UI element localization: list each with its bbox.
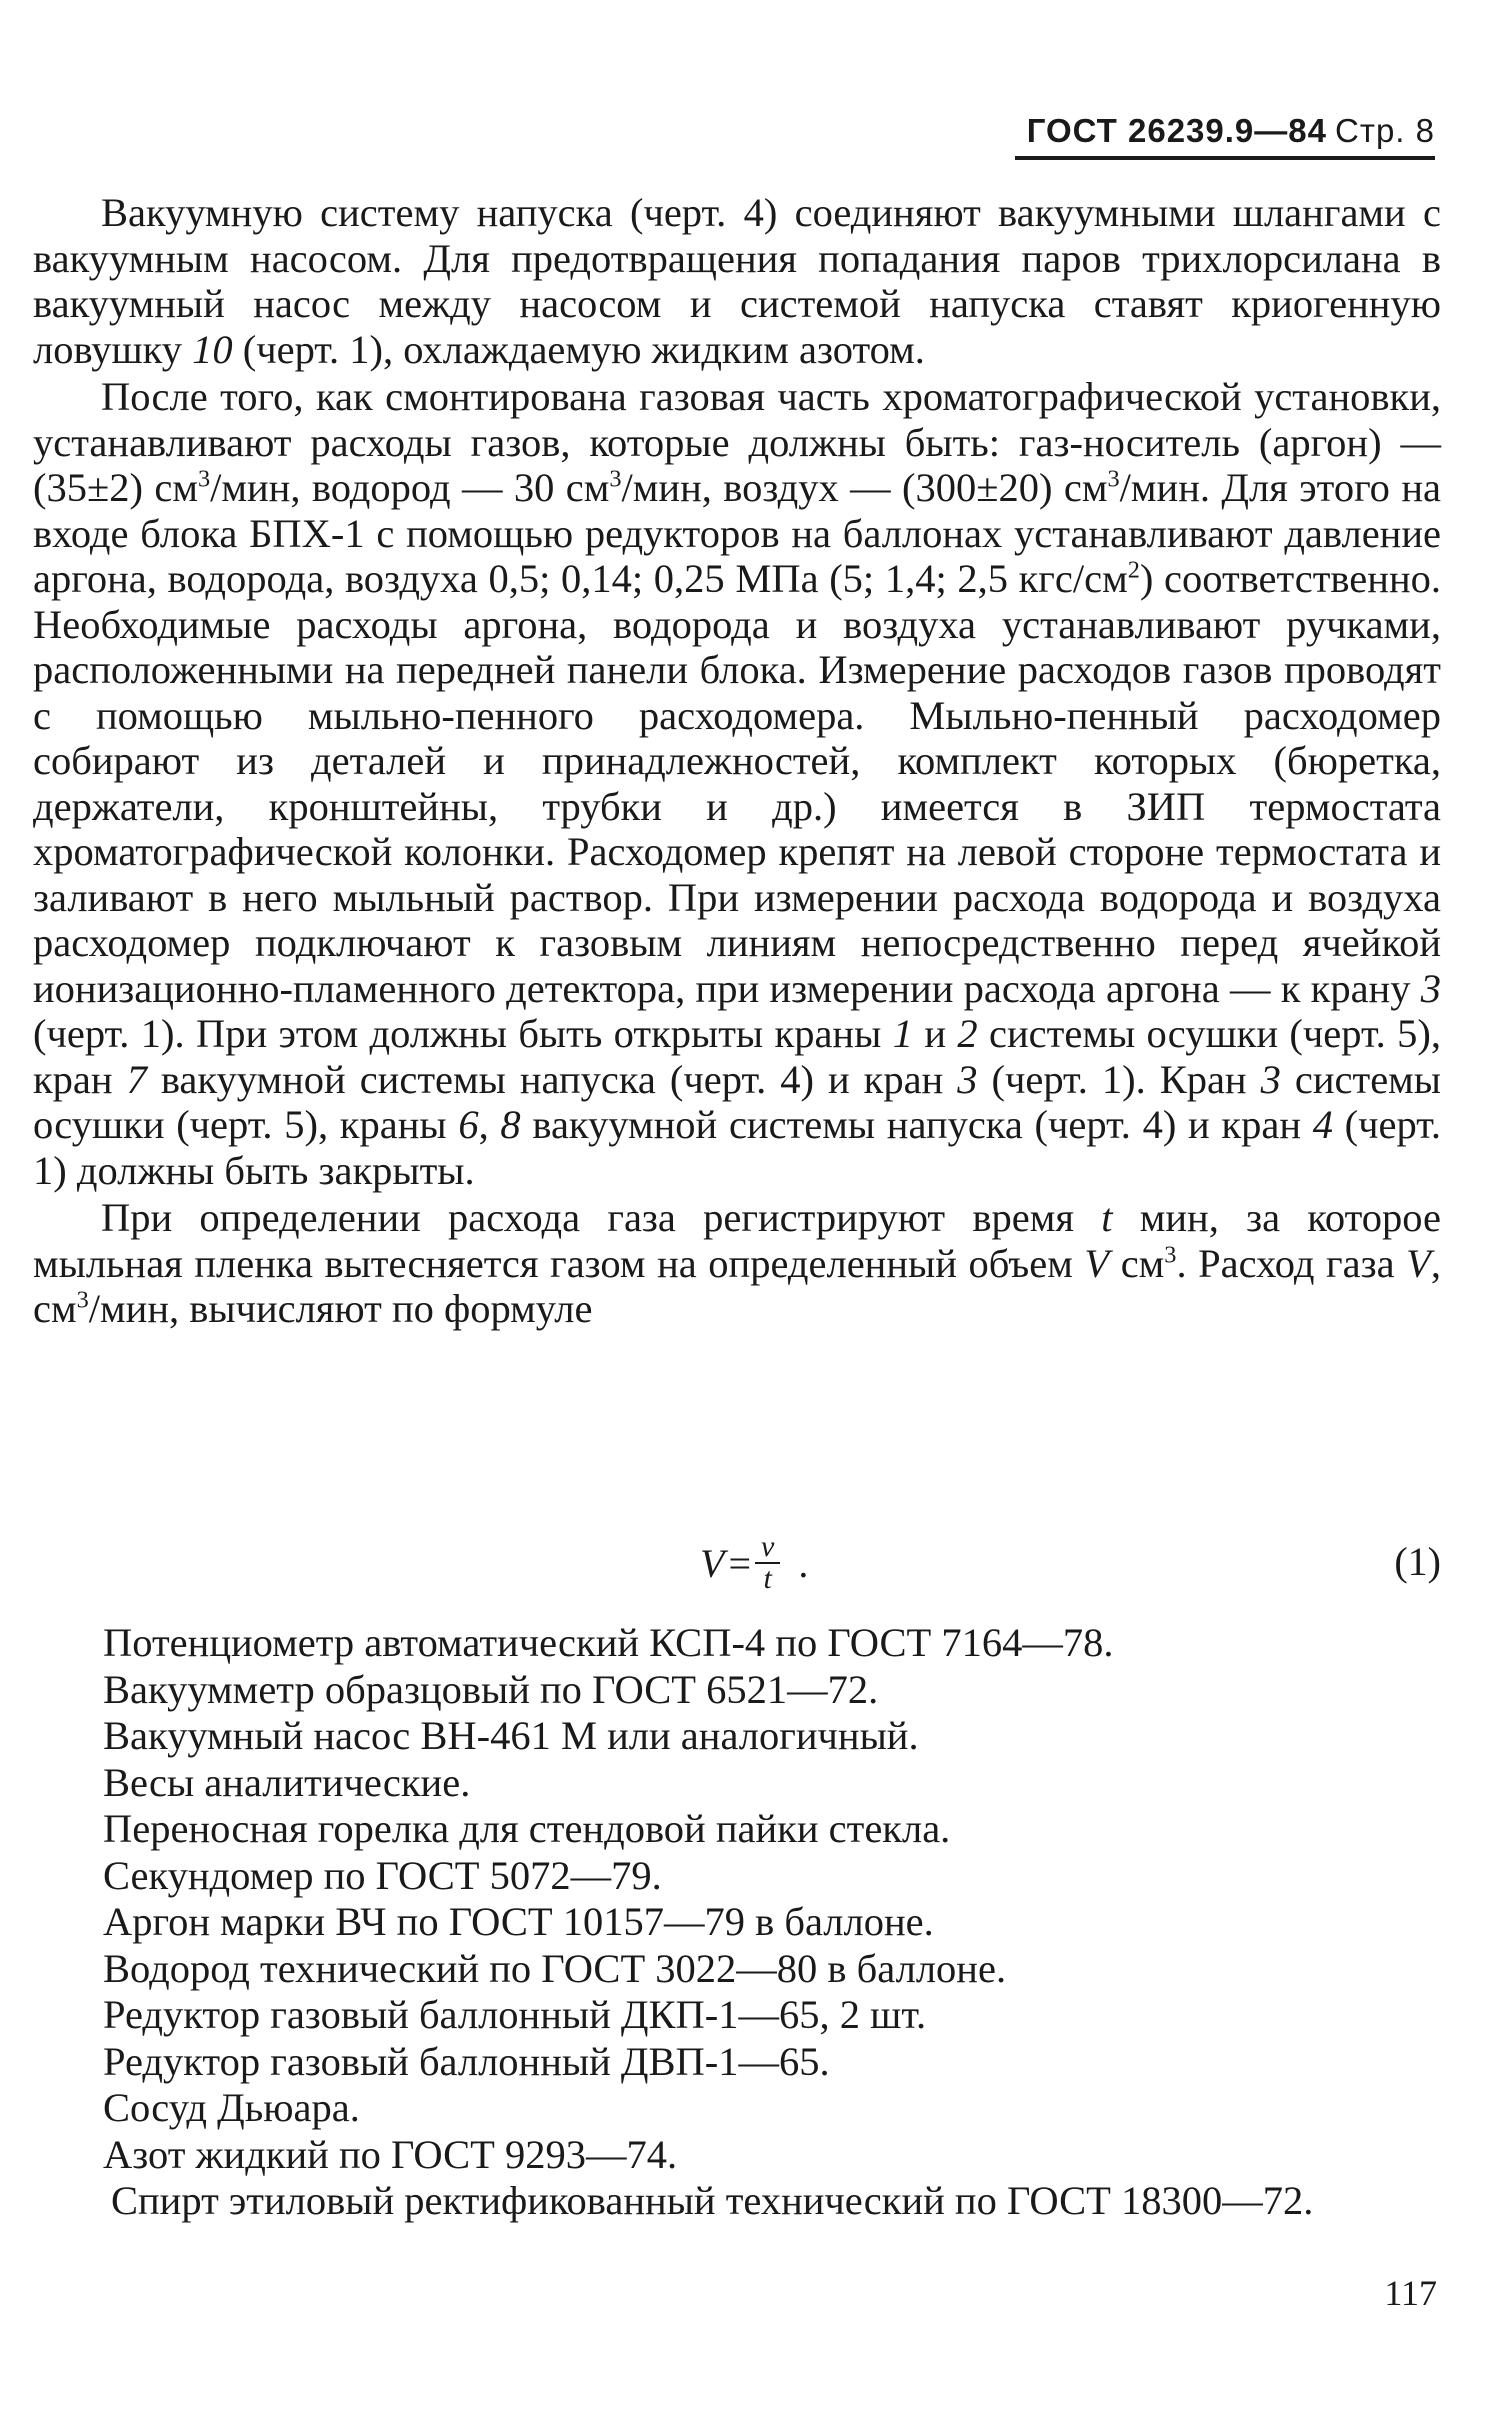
material-item: Потенциометр автоматический КСП-4 по ГОСТ 7164—78. [103, 1620, 1114, 1665]
header-rule [1015, 156, 1435, 160]
material-item: Сосуд Дьюара. [103, 2085, 360, 2130]
formula-denominator: t [763, 1562, 772, 1595]
material-item: Редуктор газовый баллонный ДВП-1—65. [103, 2038, 830, 2084]
paragraph-gas-flows: После того, как смонтирована газовая часть хроматографической установки, устанавливают расходы газов, которые должны быть: газ-носитель (аргон) — (35±2) $см^3$/мин, водород — 30 $см^3$/мин, воздух — (300±20) $см^3$/мин. Для этого на входе блока БПХ-1 с помощью редукторов на баллонах устанавливают давление аргона, водорода, воздуха 0,5; 0,14; 0,25 МПа (5; 1,4; 2,5 кгс/$см^2$) соответственно. Необходимые расходы аргона, водорода и воздуха устанавливают ручками, расположенными на передней панели блока. Измерение расходов газов проводят с помощью мыльно-пенного расходомера. Мыльно-пенный расходомер собирают из деталей и принадлежностей, комплект которых (бюретка, держатели, кронштейны, трубки и др.) имеется в ЗИП термостата хроматографической колонки. Расходомер крепят на левой стороне термостата и заливают в него мыльный раствор. При измерении расхода водорода и воздуха расходомер подключают к газовым линиям непосредственно перед ячейкой ионизационно-пламенного детектора, при измерении расхода аргона — к крану 3 (черт. 1). При этом должны быть открыты краны 1 и 2 системы осушки (черт. 5), кран 7 вакуумной системы напуска (черт. 4) и кран 3 (черт. 1). Кран 3 системы осушки (черт. 5), краны 6, 8 вакуумной системы напуска (черт. 4) и кран 4 (черт. 1) должны быть закрыты. [33, 374, 1442, 1193]
formula-number: (1) [1394, 1539, 1441, 1584]
material-item: Вакуумный насос ВН-461 М или аналогичный. [103, 1713, 919, 1758]
material-item: Весы аналитические. [103, 1759, 471, 1805]
formula-equals: = [728, 1540, 751, 1586]
material-item: Водород технический по ГОСТ 3022—80 в баллоне. [103, 1945, 1007, 1991]
formula-lhs: V [700, 1540, 725, 1586]
standard-number: ГОСТ 26239.9—84 [1026, 112, 1327, 149]
material-item: Вакуумметр образцовый по ГОСТ 6521—72. [103, 1666, 879, 1712]
formula-fraction [755, 1532, 780, 1594]
material-item: Спирт этиловый ректификованный технический по ГОСТ 18300—72. [111, 2178, 1314, 2223]
page-number: 117 [1384, 2273, 1437, 2313]
materials-list [33, 1620, 1441, 2225]
material-item: Аргон марки ВЧ по ГОСТ 10157—79 в баллоне. [103, 1899, 934, 1944]
paragraph-flow-formula: При определении расхода газа регистрируют время t мин, за которое мыльная пленка вытесняется газом на определенный объем V $см^3$. Расход газа V, $см^3$/мин, вычисляют по формуле [33, 1195, 1441, 1331]
page-label: Стр. 8 [1335, 112, 1435, 149]
formula-numerator: v [755, 1532, 780, 1564]
material-item: Редуктор газовый баллонный ДКП-1—65, 2 шт. [103, 1992, 927, 2037]
formula [700, 1532, 808, 1594]
page-header [1027, 112, 1435, 150]
material-item: Азот жидкий по ГОСТ 9293—74. [103, 2131, 678, 2177]
paragraph-vacuum-system: Вакуумную систему напуска (черт. 4) соединяют вакуумными шлангами с вакуумным насосом. Для предотвращения попадания паров трихлорсилана в вакуумный насос между насосом и системой напуска ставят криогенную ловушку 10 (черт. 1), охлаждаемую жидким азотом. [33, 190, 1441, 372]
material-item: Секундомер по ГОСТ 5072—79. [103, 1852, 662, 1898]
body-text [33, 190, 1441, 1332]
material-item: Переносная горелка для стендовой пайки стекла. [103, 1806, 951, 1851]
formula-period: . [798, 1540, 809, 1586]
